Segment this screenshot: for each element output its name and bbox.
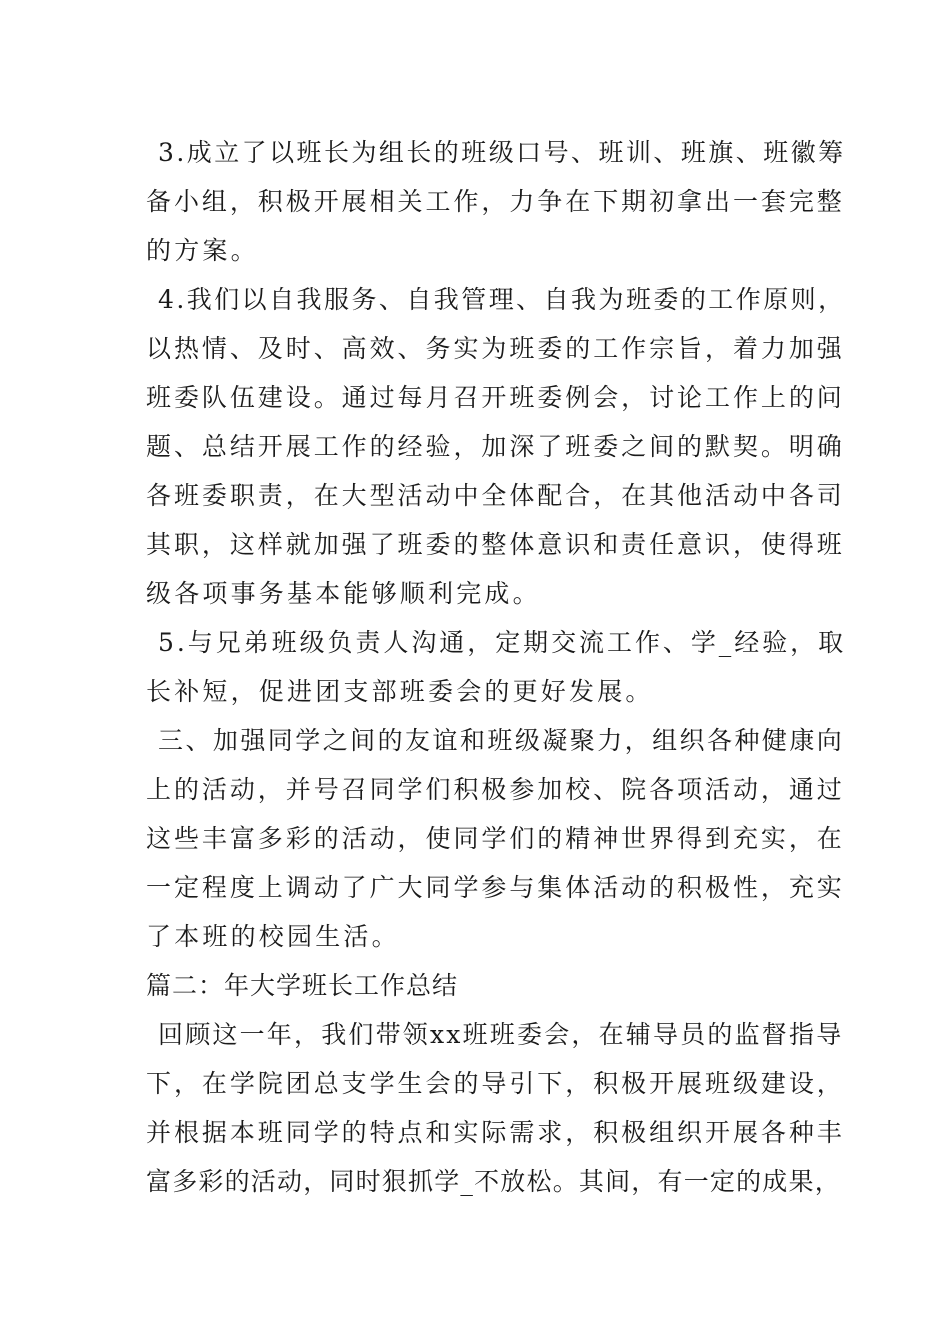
text-line: 级各项事务基本能够顺利完成。: [146, 579, 541, 608]
text-line: 其职，这样就加强了班委的整体意识和责任意识，使得班: [146, 530, 845, 559]
text-line: 回顾这一年，我们带领xx班班委会，在辅导员的监督指导: [158, 1020, 844, 1049]
text-line: 富多彩的活动，同时狠抓学_不放松。其间，有一定的成果，: [146, 1167, 841, 1196]
text-line: 这些丰富多彩的活动，使同学们的精神世界得到充实，在: [146, 824, 845, 853]
text-line: 上的活动，并号召同学们积极参加校、院各项活动，通过: [146, 775, 845, 804]
text-line: 一定程度上调动了广大同学参与集体活动的积极性，充实: [146, 873, 845, 902]
text-line: 3.成立了以班长为组长的班级口号、班训、班旗、班徽筹: [158, 138, 846, 167]
text-line: 三、加强同学之间的友谊和班级凝聚力，组织各种健康向: [158, 726, 845, 755]
text-line: 下，在学院团总支学生会的导引下，积极开展班级建设，: [146, 1069, 845, 1098]
text-line: 4.我们以自我服务、自我管理、自我为班委的工作原则，: [158, 285, 846, 314]
text-line: 题、总结开展工作的经验，加深了班委之间的默契。明确: [146, 432, 845, 461]
document-body: [146, 128, 846, 1206]
section-heading: 篇二：年大学班长工作总结: [146, 971, 459, 1000]
text-line: 并根据本班同学的特点和实际需求，积极组织开展各种丰: [146, 1118, 845, 1147]
text-line: 的方案。: [146, 236, 259, 265]
text-line: 5.与兄弟班级负责人沟通，定期交流工作、学_经验，取: [158, 628, 847, 657]
text-line: 班委队伍建设。通过每月召开班委例会，讨论工作上的问: [146, 383, 845, 412]
text-line: 以热情、及时、高效、务实为班委的工作宗旨，着力加强: [146, 334, 845, 363]
text-line: 各班委职责，在大型活动中全体配合，在其他活动中各司: [146, 481, 845, 510]
text-line: 备小组，积极开展相关工作，力争在下期初拿出一套完整: [146, 187, 845, 216]
text-line: 长补短，促进团支部班委会的更好发展。: [146, 677, 654, 706]
text-line: 了本班的校园生活。: [146, 922, 400, 951]
